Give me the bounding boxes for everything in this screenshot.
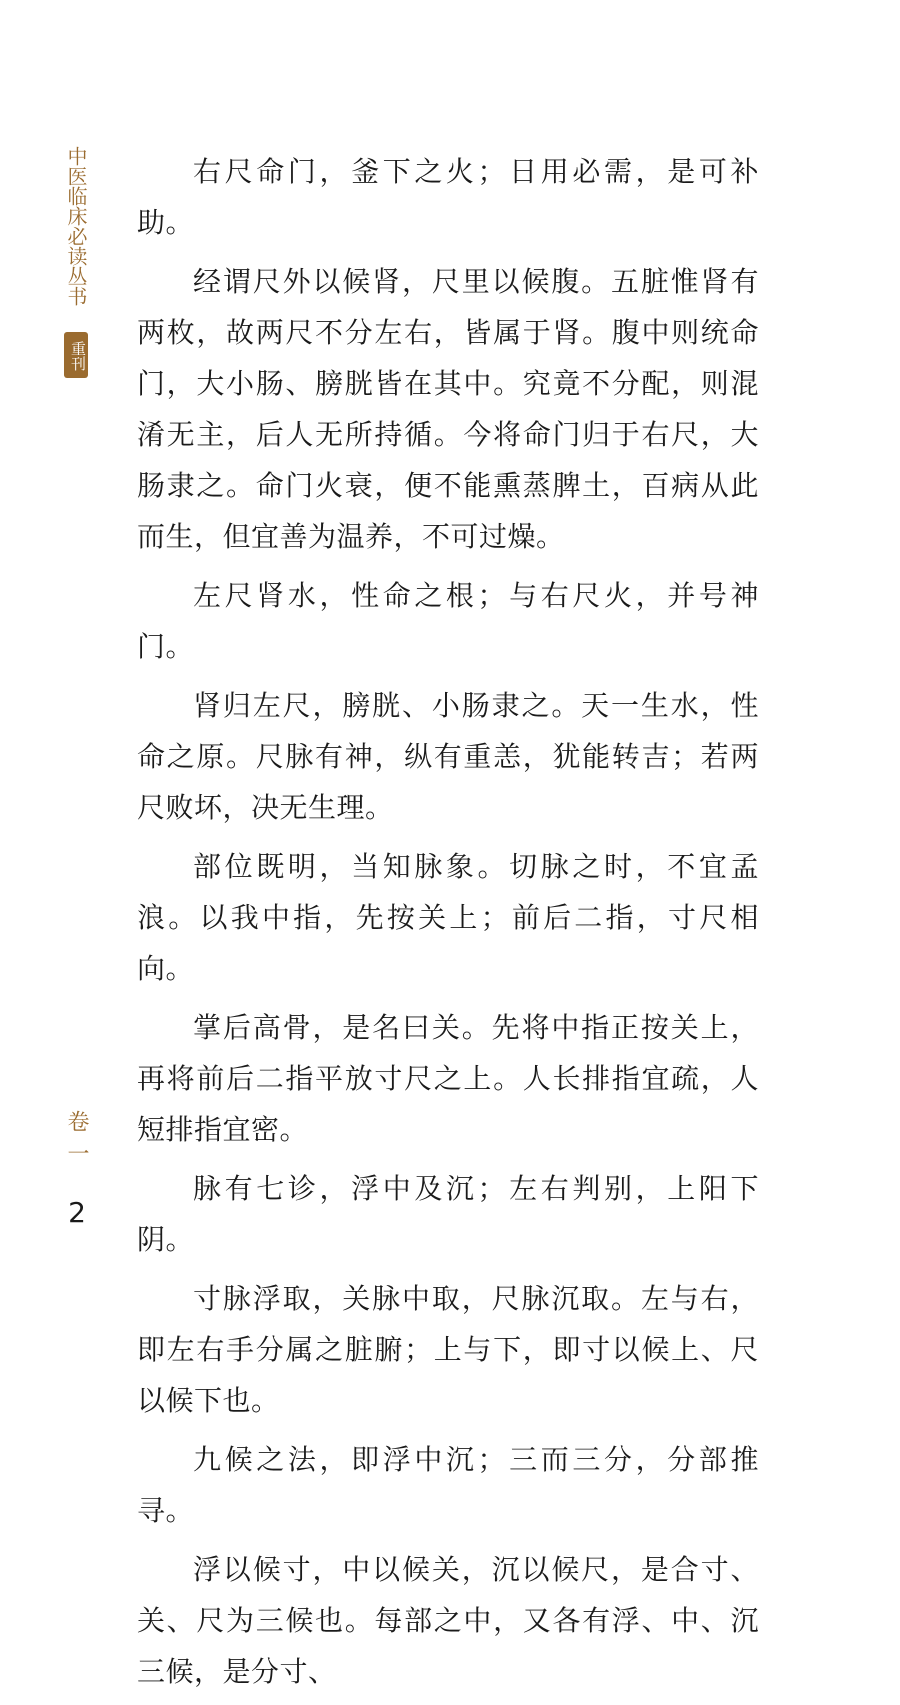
paragraph: 肾归左尺，膀胱、小肠隶之。天一生水，性命之原。尺脉有神，纵有重恙，犹能转吉；若两尺败坏，决无生理。 — [137, 689, 759, 824]
paragraph: 左尺肾水，性命之根；与右尺火，并号神门。 — [137, 579, 759, 663]
reprint-seal: 重刊 — [64, 332, 88, 378]
paragraph: 九候之法，即浮中沉；三而三分，分部推寻。 — [137, 1443, 759, 1527]
paragraph: 右尺命门，釜下之火；日用必需，是可补助。 — [137, 155, 759, 239]
page-number: 2 — [68, 1196, 86, 1229]
paragraph: 掌后高骨，是名曰关。先将中指正按关上，再将前后二指平放寸尺之上。人长排指宜疏，人短排指宜密。 — [137, 1011, 759, 1146]
volume-label: 卷一 — [64, 1110, 89, 1174]
series-title: 中医临床必读丛书 — [64, 146, 88, 306]
paragraph: 脉有七诊，浮中及沉；左右判别，上阳下阴。 — [137, 1172, 759, 1256]
body-text — [137, 146, 759, 1705]
paragraph: 经谓尺外以候肾，尺里以候腹。五脏惟肾有两枚，故两尺不分左右，皆属于肾。腹中则统命门，大小肠、膀胱皆在其中。究竟不分配，则混淆无主，后人无所持循。今将命门归于右尺，大肠隶之。命门火衰，便不能熏蒸脾土，百病从此而生，但宜善为温养，不可过燥。 — [137, 265, 759, 553]
paragraph: 部位既明，当知脉象。切脉之时，不宜孟浪。以我中指，先按关上；前后二指，寸尺相向。 — [137, 850, 759, 985]
paragraph: 浮以候寸，中以候关，沉以候尺，是合寸、关、尺为三候也。每部之中，又各有浮、中、沉三候，是分寸、 — [137, 1553, 759, 1688]
paragraph: 寸脉浮取，关脉中取，尺脉沉取。左与右，即左右手分属之脏腑；上与下，即寸以候上、尺以候下也。 — [137, 1282, 759, 1417]
